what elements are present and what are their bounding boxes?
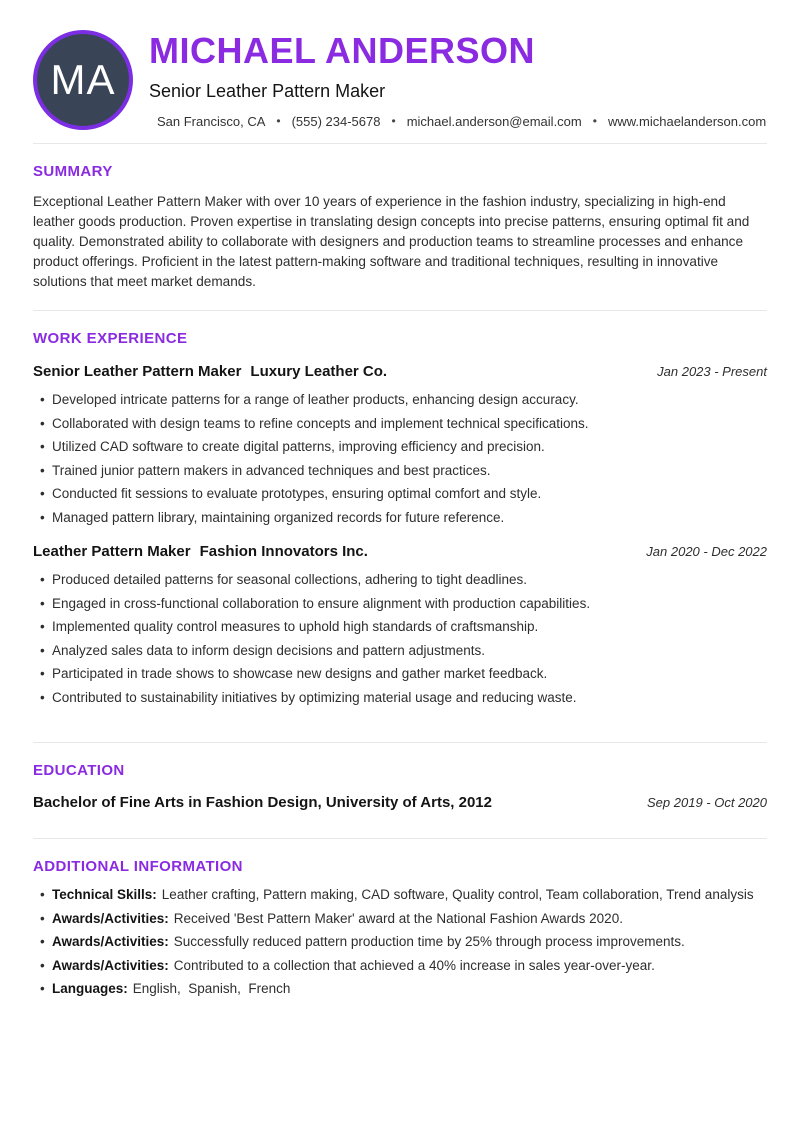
info-item-text: Received 'Best Pattern Maker' award at the National Fashion Awards 2020. xyxy=(173,910,623,926)
job-company: Fashion Innovators Inc. xyxy=(199,543,368,560)
bullet-icon: • xyxy=(40,486,45,501)
job-bullet-text: Contributed to sustainability initiatives by optimizing material usage and reducing waste. xyxy=(52,689,577,705)
job-bullet-text: Collaborated with design teams to refine concepts and implement technical specifications. xyxy=(52,415,589,431)
info-item-text: Contributed to a collection that achieved a 40% increase in sales year-over-year. xyxy=(173,957,655,973)
bullet-icon: • xyxy=(40,642,45,658)
job-bullet-text: Participated in trade shows to showcase new designs and gather market feedback. xyxy=(52,666,548,681)
job-title-line xyxy=(33,363,387,380)
job-bullet xyxy=(33,689,767,708)
bullet-icon: • xyxy=(40,666,45,681)
job-title-line xyxy=(33,543,368,560)
section-divider xyxy=(33,742,767,743)
info-item-body xyxy=(52,957,655,976)
job-bullet-text: Managed pattern library, maintaining organized records for future reference. xyxy=(52,509,505,525)
job-title: Leather Pattern Maker xyxy=(33,543,191,560)
contact-website: www.michaelanderson.com xyxy=(607,113,767,129)
info-item-body xyxy=(52,886,754,905)
summary-heading: SUMMARY xyxy=(33,163,113,180)
summary-section xyxy=(33,163,767,310)
contact-row xyxy=(157,115,766,128)
info-item-text: Successfully reduced pattern production time by 25% through process improvements. xyxy=(173,934,685,949)
job-bullet xyxy=(33,665,767,684)
job-title: Senior Leather Pattern Maker xyxy=(33,363,242,380)
job-bullet xyxy=(33,462,767,481)
education-degree: Bachelor of Fine Arts in Fashion Design, University of Arts, 2012 xyxy=(33,794,492,811)
job-bullet-text: Utilized CAD software to create digital patterns, improving efficiency and precision. xyxy=(52,439,545,454)
job-dates: Jan 2020 - Dec 2022 xyxy=(646,544,767,559)
job-entry xyxy=(33,363,767,527)
job-bullet-text: Engaged in cross-functional collaboration to ensure alignment with production capabilities. xyxy=(52,595,591,611)
info-item-text: English, Spanish, French xyxy=(132,981,291,996)
bullet-icon: • xyxy=(40,462,45,478)
job-bullet xyxy=(33,485,767,504)
job-bullet-text: Implemented quality control measures to uphold high standards of craftsmanship. xyxy=(52,619,539,634)
info-item-body xyxy=(52,980,290,999)
bullet-icon: • xyxy=(40,957,45,973)
bullet-icon: • xyxy=(40,910,45,926)
job-bullet-text: Produced detailed patterns for seasonal collections, adhering to tight deadlines. xyxy=(52,572,528,587)
bullet-icon: • xyxy=(40,619,45,634)
job-bullet xyxy=(33,415,767,434)
additional-information-heading: ADDITIONAL INFORMATION xyxy=(33,858,243,875)
section-divider xyxy=(33,310,767,311)
info-item-label: Languages: xyxy=(52,981,128,996)
info-item xyxy=(33,980,767,999)
bullet-icon: • xyxy=(40,887,45,902)
bullet-icon: • xyxy=(40,439,45,454)
job-bullet xyxy=(33,618,767,637)
person-name: MICHAEL ANDERSON xyxy=(149,29,536,71)
additional-information-section xyxy=(33,858,767,999)
info-item-label: Awards/Activities: xyxy=(52,934,169,949)
job-entry xyxy=(33,543,767,707)
avatar-initials: MA xyxy=(50,56,116,103)
section-divider xyxy=(33,143,767,144)
job-bullet xyxy=(33,438,767,457)
bullet-icon: • xyxy=(40,934,45,949)
additional-info-list xyxy=(33,886,767,999)
info-item-body xyxy=(52,910,623,929)
info-item-body xyxy=(52,933,685,952)
contact-email: michael.anderson@email.com xyxy=(406,113,582,129)
job-bullet-text: Trained junior pattern makers in advanced techniques and best practices. xyxy=(52,462,491,478)
info-item-text: Leather crafting, Pattern making, CAD software, Quality control, Team collaboration, Trend analysis xyxy=(161,887,754,902)
job-bullet xyxy=(33,595,767,614)
summary-text: Exceptional Leather Pattern Maker with over 10 years of experience in the fashion industry, specializing in high-end leather goods production. Proven expertise in translating design concepts into precise patterns, ensuring optimal fit and quality. Demonstrated ability to collaborate with designers and production teams to streamline processes and enhance product offerings. Proficient in the latest pattern-making software and traditional techniques, resulting in innovative solutions that meet market demands. xyxy=(33,194,750,289)
education-dates: Sep 2019 - Oct 2020 xyxy=(647,795,767,810)
education-heading: EDUCATION xyxy=(33,762,125,779)
bullet-separator-icon: • xyxy=(391,114,396,128)
job-bullet-list xyxy=(33,391,767,527)
job-header xyxy=(33,363,767,380)
education-section xyxy=(33,762,767,838)
info-item-label: Awards/Activities: xyxy=(52,910,169,926)
contact-phone: (555) 234-5678 xyxy=(291,113,381,129)
job-bullet-list xyxy=(33,571,767,707)
info-item xyxy=(33,910,767,929)
avatar xyxy=(33,30,133,130)
bullet-separator-icon: • xyxy=(592,114,597,128)
bullet-icon: • xyxy=(40,509,45,525)
person-job-title: Senior Leather Pattern Maker xyxy=(149,80,386,101)
work-experience-heading: WORK EXPERIENCE xyxy=(33,330,188,347)
info-item xyxy=(33,957,767,976)
bullet-icon: • xyxy=(40,572,45,587)
job-bullet xyxy=(33,571,767,590)
bullet-icon: • xyxy=(40,415,45,431)
job-bullet xyxy=(33,391,767,410)
job-bullet-text: Analyzed sales data to inform design decisions and pattern adjustments. xyxy=(52,642,486,658)
section-divider xyxy=(33,838,767,839)
info-item xyxy=(33,933,767,952)
info-item-label: Awards/Activities: xyxy=(52,957,169,973)
job-company: Luxury Leather Co. xyxy=(250,363,388,380)
job-bullet xyxy=(33,509,767,528)
bullet-icon: • xyxy=(40,981,45,996)
info-item xyxy=(33,886,767,905)
info-item-label: Technical Skills: xyxy=(52,887,157,902)
job-bullet-text: Developed intricate patterns for a range of leather products, enhancing design accuracy. xyxy=(52,392,579,407)
job-header xyxy=(33,543,767,560)
bullet-icon: • xyxy=(40,392,45,407)
education-entry xyxy=(33,794,767,811)
contact-location: San Francisco, CA xyxy=(157,113,266,129)
header-text-block xyxy=(149,29,767,129)
resume-header xyxy=(33,30,767,143)
bullet-icon: • xyxy=(40,595,45,611)
job-dates: Jan 2023 - Present xyxy=(657,364,767,379)
job-bullet-text: Conducted fit sessions to evaluate prototypes, ensuring optimal comfort and style. xyxy=(52,486,542,501)
bullet-icon: • xyxy=(40,689,45,705)
work-experience-section xyxy=(33,330,767,742)
bullet-separator-icon: • xyxy=(276,114,281,128)
job-bullet xyxy=(33,642,767,661)
